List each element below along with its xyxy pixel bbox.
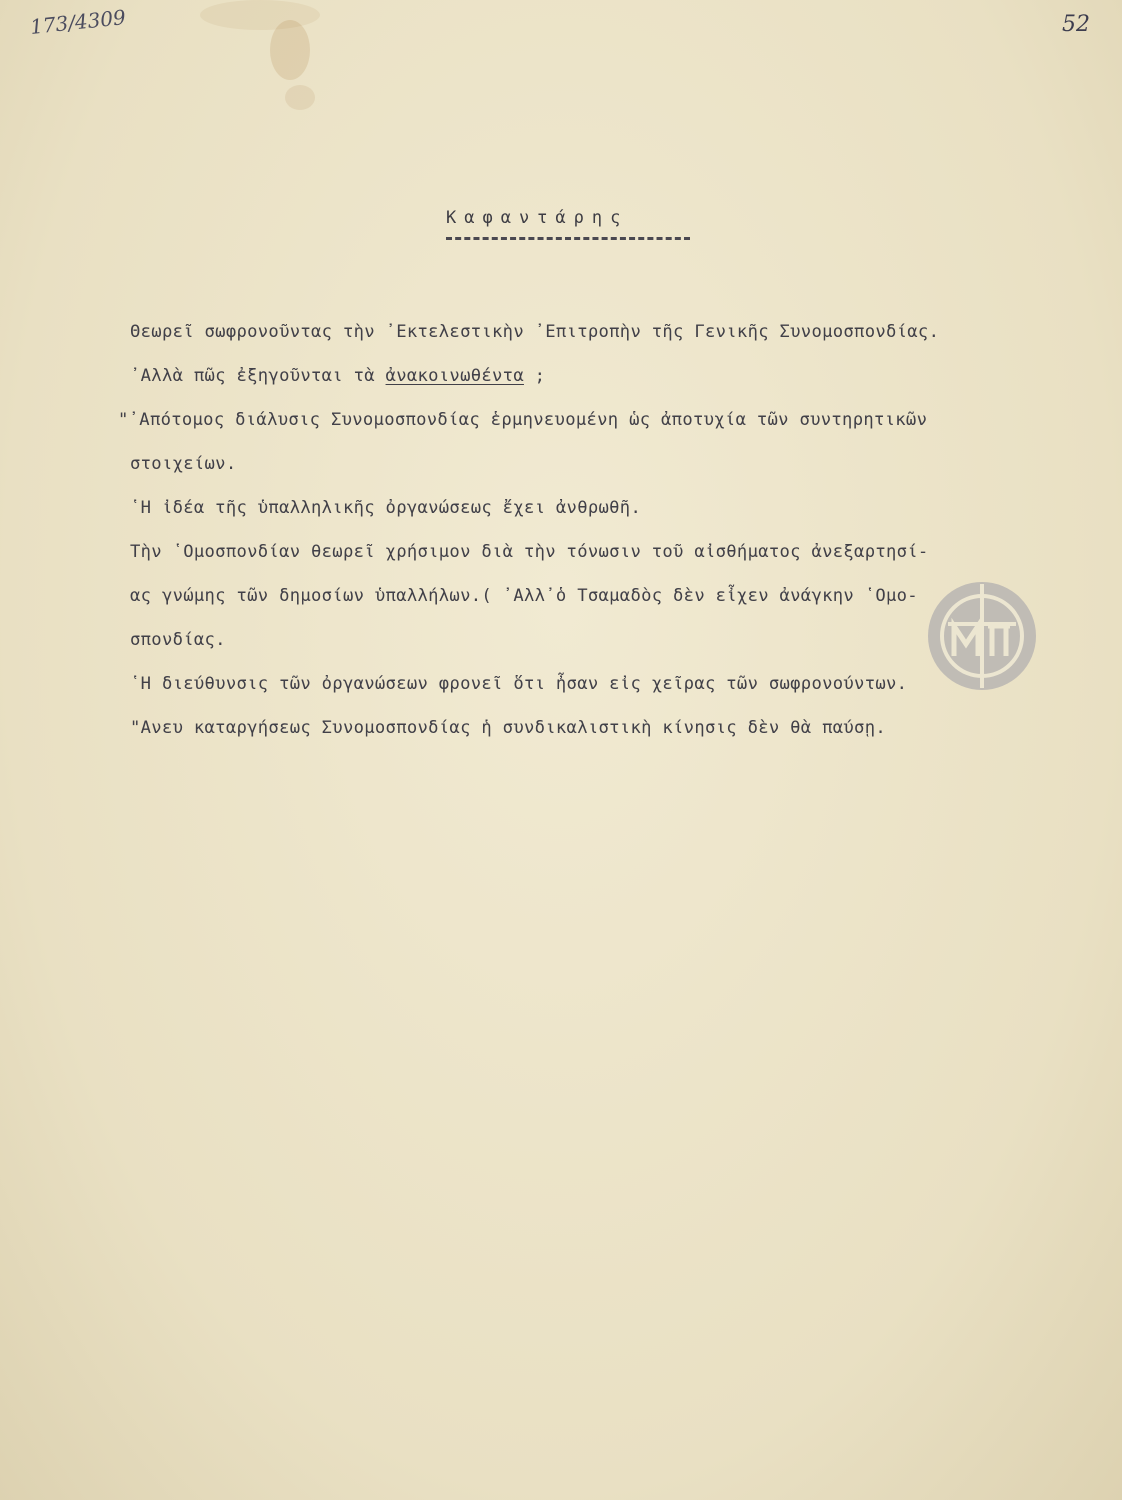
text-line: ῾Η διεύθυνσις τῶν ὀργανώσεων φρονεῖ ὅτι ἦσαν εἰς χεῖρας τῶν σωφρονούντων. <box>130 674 908 694</box>
text-line: σπονδίας. <box>130 630 226 650</box>
archive-stamp-logo <box>926 580 1038 692</box>
paper-stain <box>200 0 320 30</box>
text-line-start: ᾿Αλλὰ πῶς ἐξηγοῦνται τὰ <box>130 366 386 386</box>
text-line: στοιχείων. <box>130 454 237 474</box>
text-line: ῾Η ἰδέα τῆς ὑπαλληλικῆς ὀργανώσεως ἔχει ἀνθρωθῆ. <box>130 498 642 518</box>
page-number: 52 <box>1062 12 1090 37</box>
text-line <box>130 366 545 386</box>
text-line: Θεωρεῖ σωφρονοῦντας τὴν ᾿Εκτελεστικὴν ᾿Επιτροπὴν τῆς Γενικῆς Συνομοσπονδίας. <box>130 322 940 342</box>
title-underline <box>446 237 690 240</box>
text-line: "᾿Απότομος διάλυσις Συνομοσπονδίας ἑρμηνευομένη ὡς ἀποτυχία τῶν συντηρητικῶν <box>118 410 928 430</box>
paper-stain <box>285 85 315 110</box>
text-line: ας γνώμης τῶν δημοσίων ὑπαλλήλων.( ᾿Αλλ᾿ὁ Τσαμαδὸς δὲν εἶχεν ἀνάγκην ῾Ομο- <box>130 586 918 606</box>
text-line: Τὴν ῾Ομοσπονδίαν θεωρεῖ χρήσιμον διὰ τὴν τόνωσιν τοῦ αἰσθήματος ἀνεξαρτησί- <box>130 542 929 562</box>
document-title: Καφαντάρης <box>446 208 629 228</box>
archive-reference: 173/4309 <box>29 5 127 39</box>
text-line-end: ; <box>523 366 546 386</box>
text-line: "Ανευ καταργήσεως Συνομοσπονδίας ἡ συνδικαλιστικὴ κίνησις δὲν θὰ παύσῃ. <box>130 718 886 738</box>
underlined-word: ἀνακοινωθέντα <box>385 366 524 386</box>
